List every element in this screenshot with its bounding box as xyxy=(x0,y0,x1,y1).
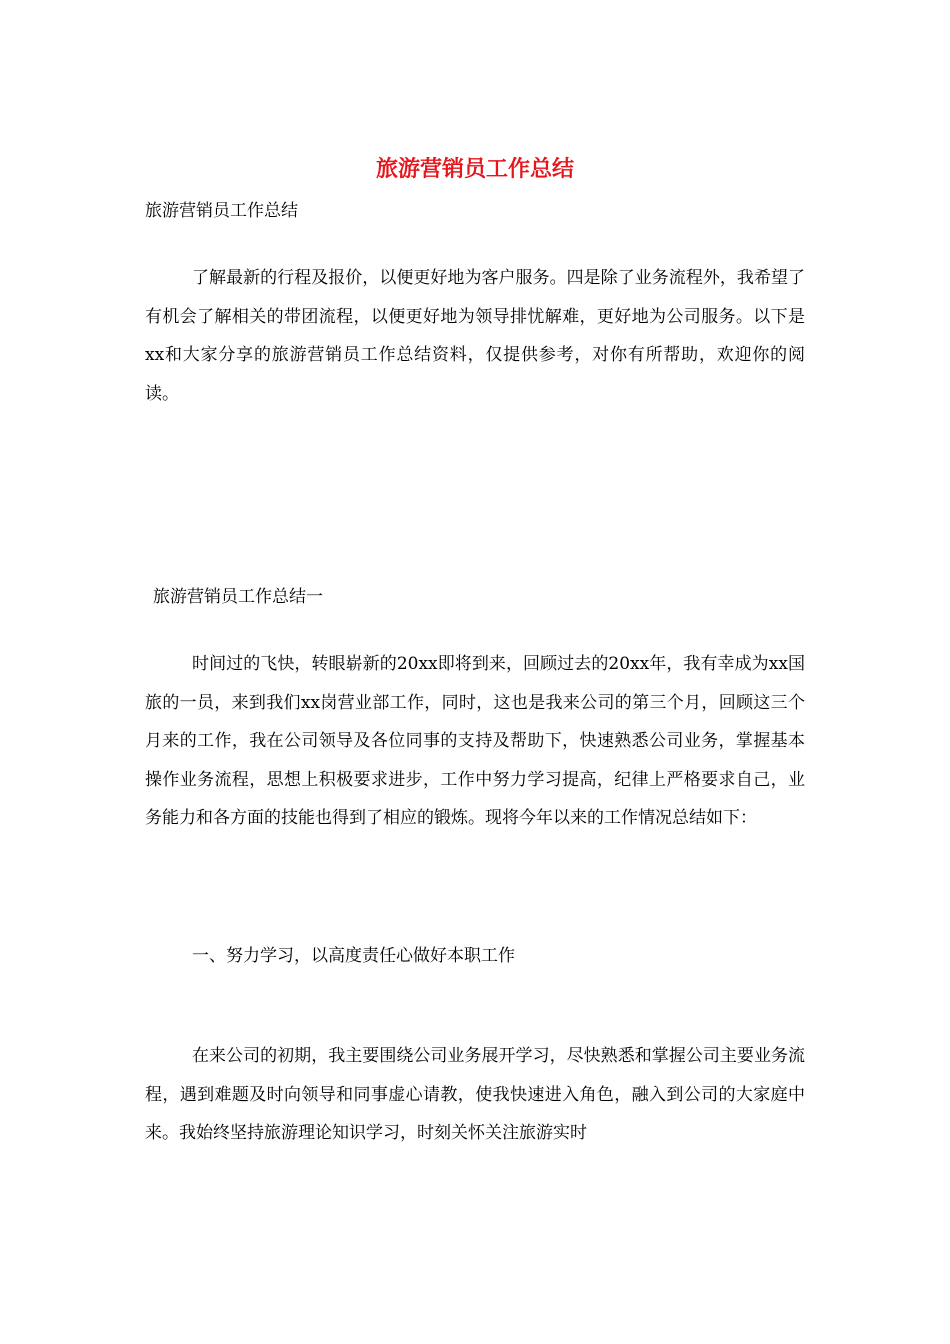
section-paragraph: 时间过的飞快，转眼崭新的20xx即将到来，回顾过去的20xx年，我有幸成为xx国旅的一员，来到我们xx岗营业部工作，同时，这也是我来公司的第三个月，回顾这三个月来的工作，我在公司领导及各位同事的支持及帮助下，快速熟悉公司业务，掌握基本操作业务流程，思想上积极要求进步，工作中努力学习提高，纪律上严格要求自己，业务能力和各方面的技能也得到了相应的锻炼。现将今年以来的工作情况总结如下： xyxy=(145,654,805,828)
section-title: 旅游营销员工作总结一 xyxy=(153,587,323,607)
document-title: 旅游营销员工作总结 xyxy=(375,156,574,182)
heading-one-paragraph: 在来公司的初期，我主要围绕公司业务展开学习，尽快熟悉和掌握公司主要业务流程，遇到难题及时向领导和同事虚心请教，使我快速进入角色，融入到公司的大家庭中来。我始终坚持旅游理论知识学习，时刻关怀关注旅游实时 xyxy=(145,1046,805,1143)
document-subtitle: 旅游营销员工作总结 xyxy=(145,201,298,221)
intro-paragraph: 了解最新的行程及报价，以便更好地为客户服务。四是除了业务流程外，我希望了有机会了解相关的带团流程，以便更好地为领导排忧解难，更好地为公司服务。以下是xx和大家分享的旅游营销员工作总结资料，仅提供参考，对你有所帮助，欢迎你的阅读。 xyxy=(145,268,805,404)
heading-one: 一、努力学习，以高度责任心做好本职工作 xyxy=(192,946,515,966)
